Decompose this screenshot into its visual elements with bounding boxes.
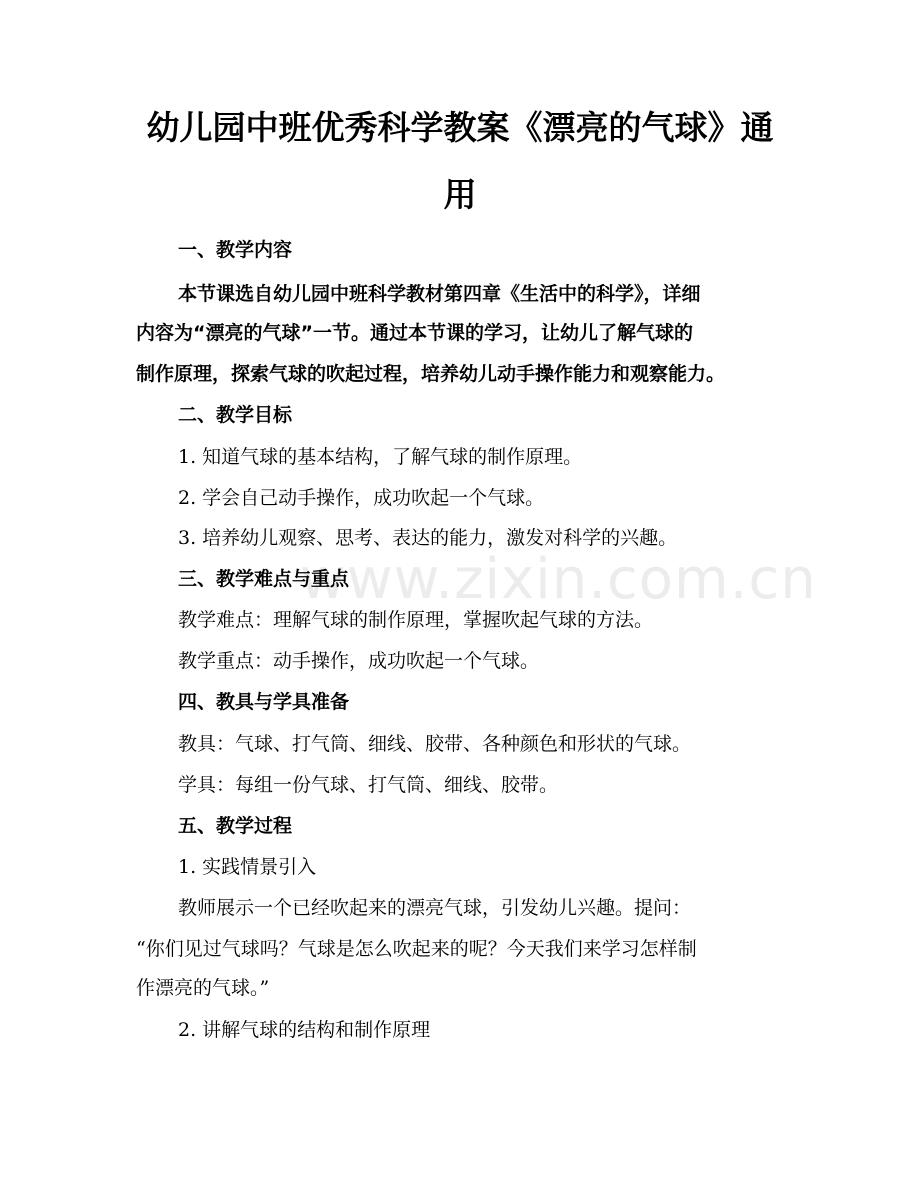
- section-heading-materials: 四、教具与学具准备: [178, 691, 350, 713]
- content-paragraph-line-2: 内容为“漂亮的气球”一节。通过本节课的学习，让幼儿了解气球的: [136, 322, 693, 344]
- section-heading-process: 五、教学过程: [178, 815, 293, 837]
- watermark: www.zixin.com.cn: [300, 547, 817, 612]
- objective-item-3: 3. 培养幼儿观察、思考、表达的能力，激发对科学的兴趣。: [178, 527, 678, 549]
- process-step-1-title: 1. 实践情景引入: [178, 856, 317, 878]
- process-step-1-line-1: 教师展示一个已经吹起来的漂亮气球，引发幼儿兴趣。提问：: [178, 897, 692, 919]
- document-title-line-1: 幼儿园中班优秀科学教案《漂亮的气球》通: [146, 108, 774, 147]
- section-heading-difficulty: 三、教学难点与重点: [178, 568, 350, 590]
- objective-item-2: 2. 学会自己动手操作，成功吹起一个气球。: [178, 487, 545, 509]
- content-paragraph-line-1: 本节课选自幼儿园中班科学教材第四章《生活中的科学》，详细: [178, 283, 701, 305]
- student-tools: 学具：每组一份气球、打气筒、细线、胶带。: [178, 774, 559, 796]
- process-step-1-line-2: “你们见过气球吗？气球是怎么吹起来的呢？今天我们来学习怎样制: [136, 938, 697, 960]
- section-heading-objectives: 二、教学目标: [178, 404, 293, 426]
- section-heading-content: 一、教学内容: [178, 239, 293, 261]
- teaching-difficulty: 教学难点：理解气球的制作原理，掌握吹起气球的方法。: [178, 609, 654, 631]
- teacher-tools: 教具：气球、打气筒、细线、胶带、各种颜色和形状的气球。: [178, 733, 692, 755]
- objective-item-1: 1. 知道气球的基本结构，了解气球的制作原理。: [178, 446, 583, 468]
- document-title-line-2: 用: [443, 175, 477, 214]
- teaching-key-point: 教学重点：动手操作，成功吹起一个气球。: [178, 650, 540, 672]
- content-paragraph-line-3: 制作原理，探索气球的吹起过程，培养幼儿动手操作能力和观察能力。: [136, 363, 726, 385]
- process-step-1-line-3: 作漂亮的气球。”: [136, 977, 270, 999]
- process-step-2-title: 2. 讲解气球的结构和制作原理: [178, 1019, 431, 1041]
